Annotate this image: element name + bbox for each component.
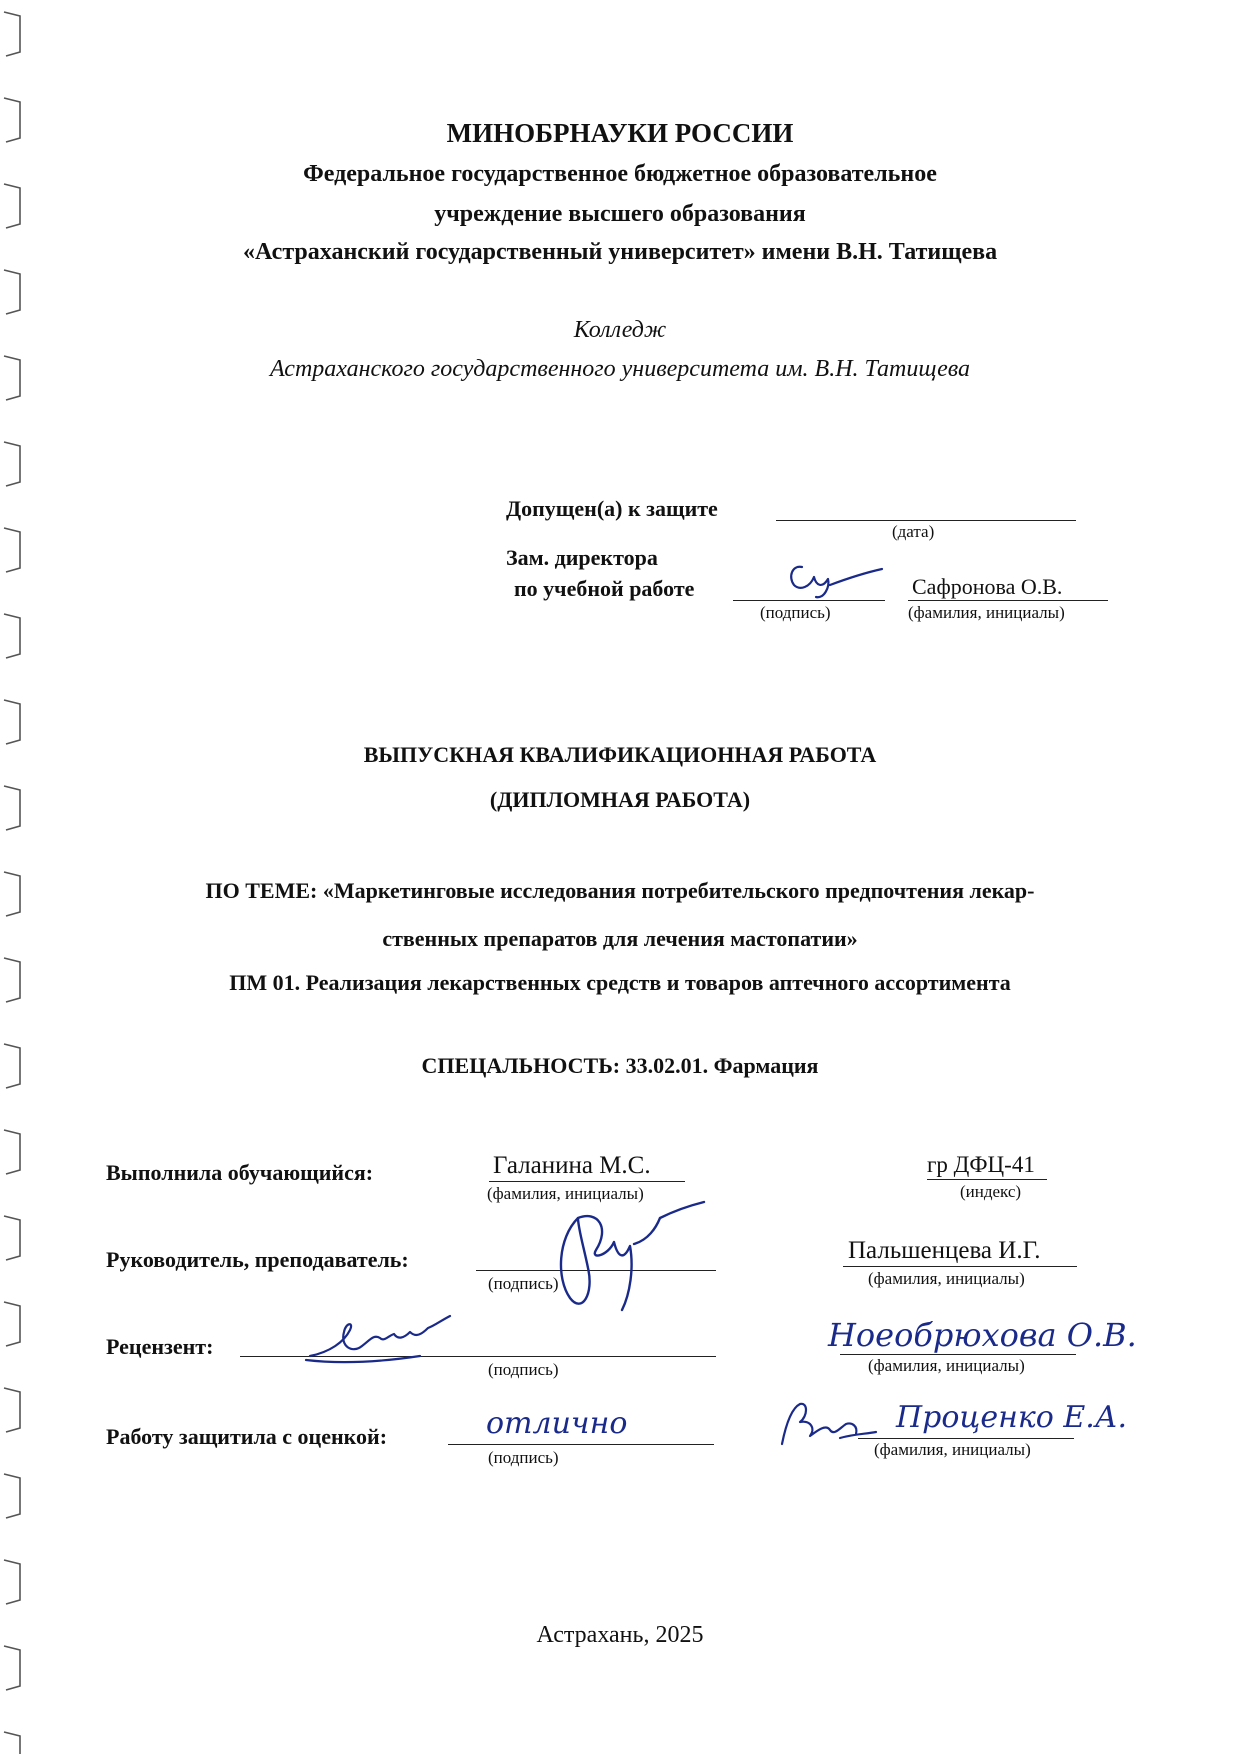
supervisor-name: Пальшенцева И.Г. [848, 1237, 1041, 1264]
grade-line [448, 1444, 714, 1445]
grade-handwritten: отлично [486, 1406, 628, 1441]
binding-hole-mark [4, 270, 20, 314]
admitted-label: Допущен(а) к защите [506, 496, 718, 521]
student-name-line [489, 1181, 685, 1182]
reviewer-signature [300, 1312, 460, 1368]
chair-name-caption: (фамилия, инициалы) [874, 1440, 1031, 1459]
chair-signature [770, 1394, 880, 1454]
supervisor-signature-caption: (подпись) [488, 1274, 559, 1293]
supervisor-name-line [843, 1266, 1077, 1267]
work-title-line-2: (ДИПЛОМНАЯ РАБОТА) [489, 787, 751, 812]
grade-signature-caption: (подпись) [488, 1448, 559, 1467]
supervisor-signature [548, 1198, 718, 1318]
city-year: Астрахань, 2025 [536, 1622, 704, 1648]
group-caption: (индекс) [960, 1182, 1022, 1201]
binding-hole-mark [4, 1646, 20, 1690]
group-line [927, 1179, 1047, 1180]
binding-hole-mark [4, 528, 20, 572]
reviewer-name-line [840, 1354, 1076, 1355]
reviewer-name-handwritten: Ноеобрюхова О.В. [828, 1316, 1137, 1354]
binding-hole-mark [4, 1560, 20, 1604]
date-caption: (дата) [892, 522, 935, 541]
grade-label: Работу защитила с оценкой: [106, 1424, 388, 1449]
binding-hole-mark [4, 1732, 20, 1754]
reviewer-signature-caption: (подпись) [488, 1360, 559, 1379]
binding-hole-mark [4, 700, 20, 744]
binding-hole-mark [4, 1216, 20, 1260]
institution-line-2: учреждение высшего образования [434, 201, 806, 227]
binding-hole-mark [4, 1302, 20, 1346]
deputy-line-1: Зам. директора [506, 545, 658, 570]
work-title-line-1: ВЫПУСКНАЯ КВАЛИФИКАЦИОННАЯ РАБОТА [363, 742, 877, 767]
student-name-caption: (фамилия, инициалы) [487, 1184, 644, 1203]
deputy-signature-caption: (подпись) [760, 603, 831, 622]
binding-hole-mark [4, 614, 20, 658]
college-line-1: Колледж [573, 317, 667, 343]
binding-hole-mark [4, 1130, 20, 1174]
reviewer-name-caption: (фамилия, инициалы) [868, 1356, 1025, 1375]
institution-line-3: «Астраханский государственный университет» имени В.Н. Татищева [242, 239, 998, 265]
deputy-name-caption: (фамилия, инициалы) [908, 603, 1065, 622]
supervisor-name-caption: (фамилия, инициалы) [868, 1269, 1025, 1288]
binding-hole-mark [4, 1388, 20, 1432]
deputy-line-2: по учебной работе [514, 576, 695, 601]
deputy-signature [780, 555, 890, 605]
student-label: Выполнила обучающийся: [106, 1160, 374, 1185]
group-index: гр ДФЦ-41 [927, 1152, 1035, 1177]
chair-name-line [858, 1438, 1074, 1439]
topic-line-1: ПО ТЕМЕ: «Маркетинговые исследования потребительского предпочтения лекар- [205, 878, 1035, 903]
supervisor-label: Руководитель, преподаватель: [106, 1247, 409, 1272]
topic-line-2: ственных препаратов для лечения мастопатии» [382, 926, 858, 951]
deputy-name: Сафронова О.В. [912, 574, 1063, 599]
binding-hole-mark [4, 442, 20, 486]
module-line: ПМ 01. Реализация лекарственных средств и товаров аптечного ассортимента [229, 970, 1011, 995]
reviewer-label: Рецензент: [106, 1334, 214, 1359]
deputy-name-line [908, 600, 1108, 601]
binding-hole-mark [4, 1474, 20, 1518]
specialty-line: СПЕЦАЛЬНОСТЬ: 33.02.01. Фармация [421, 1053, 819, 1078]
binding-hole-mark [4, 12, 20, 56]
ministry-title: МИНОБРНАУКИ РОССИИ [446, 118, 794, 148]
date-line [776, 520, 1076, 521]
chair-name-handwritten: Проценко Е.А. [896, 1400, 1128, 1435]
student-name: Галанина М.С. [493, 1152, 651, 1179]
college-line-2: Астраханского государственного университета им. В.Н. Татищева [270, 356, 970, 382]
institution-line-1: Федеральное государственное бюджетное образовательное [303, 161, 937, 187]
